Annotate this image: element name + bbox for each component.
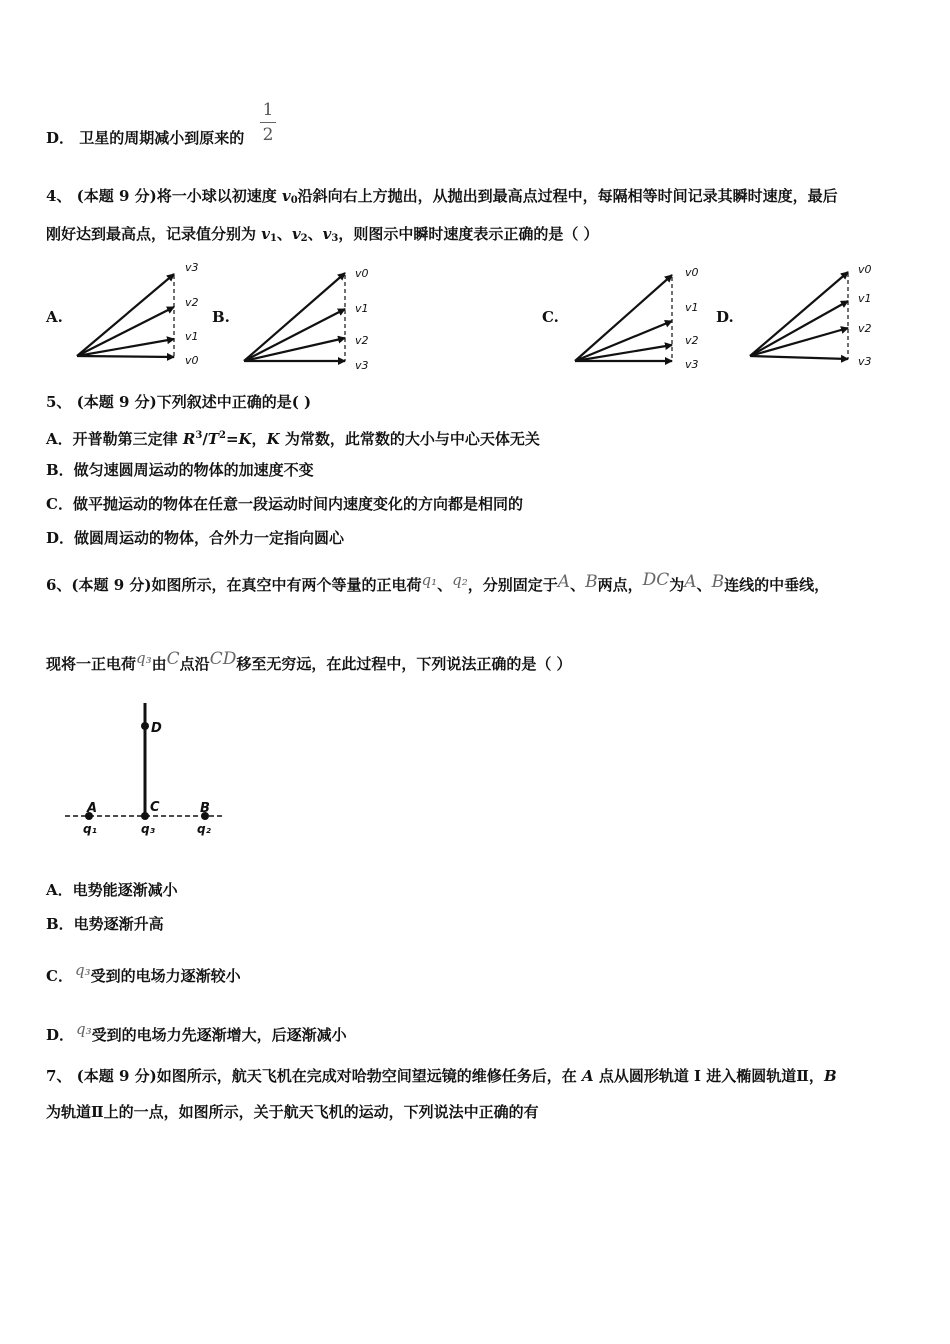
symbol-q3: q₃ (74, 961, 91, 979)
vector-v1 (750, 301, 848, 356)
symbol-q1: q₁ (421, 571, 438, 589)
q5-option-a (46, 426, 540, 449)
symbol-b: B (585, 572, 598, 592)
symbol-a: A (557, 572, 571, 592)
subscript: 3 (331, 233, 339, 244)
option-text: 受到的电场力先逐渐增大，后逐渐减小 (91, 1026, 347, 1044)
point-c (141, 812, 149, 820)
label-v2: v2 (185, 296, 199, 309)
label-b: B (200, 801, 210, 816)
q4-option-d-label: D. (716, 308, 734, 326)
q6-text: 现将一正电荷 (46, 655, 137, 673)
q7-stem-line1 (46, 1066, 837, 1086)
label-d: D (151, 721, 162, 736)
slash: / (202, 430, 208, 448)
v0-symbol: v (281, 187, 291, 205)
comma: ， (251, 430, 267, 448)
q4-text: 刚好达到最高点，记录值分别为 (46, 225, 262, 243)
q6-text: 为 (669, 576, 685, 594)
q6-text: ，分别固定于 (467, 576, 558, 594)
q7-text: 7、 (本题 9 分)如图所示，航天飞机在完成对哈勃空间望远镜的维修任务后，在 (46, 1067, 582, 1085)
label-v1: v1 (355, 302, 369, 315)
symbol-a: A (684, 572, 697, 592)
option-label: D． (46, 1026, 75, 1044)
fraction-one-half (260, 100, 276, 145)
separator: 、 (437, 576, 453, 594)
separator: 、 (307, 225, 323, 243)
label-v2: v2 (858, 322, 872, 335)
q6-text: 6、(本题 9 分)如图所示，在真空中有两个等量的正电荷 (46, 576, 422, 594)
label-v0: v0 (858, 263, 872, 276)
subscript: 1 (269, 233, 277, 244)
label-q2: q₂ (197, 822, 211, 836)
q4-text: 沿斜向右上方抛出，从抛出到最高点过程中，每隔相等时间记录其瞬时速度，最后 (297, 187, 838, 205)
q4-text: ，则图示中瞬时速度表示正确的是（ ） (338, 225, 599, 243)
symbol-c: C (166, 649, 180, 669)
label-v0: v0 (685, 266, 699, 279)
diagram-b (244, 273, 345, 361)
vector-v2 (244, 338, 345, 361)
q6-text: 两点， (597, 576, 643, 594)
v0-subscript: 0 (290, 195, 298, 206)
symbol-b: B (711, 572, 725, 592)
label-v2: v2 (355, 334, 369, 347)
q6-option-c (46, 960, 241, 986)
q7-stem-line2: 为轨道Ⅱ上的一点，如图所示，关于航天飞机的运动，下列说法中正确的有 (46, 1103, 539, 1121)
symbol-a: A (581, 1067, 594, 1085)
symbol-dc: DC (642, 570, 670, 590)
symbol-q2: q₂ (452, 571, 468, 589)
fraction-numerator: 1 (262, 100, 274, 120)
option-text: 为常数，此常数的大小与中心天体无关 (279, 430, 540, 448)
vector-v1 (575, 321, 672, 361)
symbol-k: K (266, 430, 280, 448)
diagram-a (77, 274, 174, 357)
q6-text: 移至无穷远，在此过程中，下列说法正确的是（ ） (236, 655, 572, 673)
separator: 、 (570, 576, 586, 594)
q5-option-b: B．做匀速圆周运动的物体的加速度不变 (46, 461, 314, 479)
q6-text: 由 (151, 655, 167, 673)
label-v2: v2 (685, 334, 699, 347)
q3-option-d (46, 128, 244, 148)
point-d (141, 722, 149, 730)
superscript: 3 (195, 430, 203, 441)
q6-text: 点沿 (179, 655, 210, 673)
label-v1: v1 (185, 330, 199, 343)
symbol-t: T (207, 430, 219, 448)
label-v1: v1 (858, 292, 872, 305)
label-v3: v3 (858, 355, 872, 368)
vector-v3 (750, 356, 848, 359)
v-symbol: v (322, 225, 332, 243)
option-label: D． (46, 129, 75, 147)
label-c: C (150, 800, 160, 815)
option-text: 卫星的周期减小到原来的 (79, 129, 245, 147)
q6-stem-line1 (46, 570, 829, 595)
option-text: 受到的电场力逐渐较小 (90, 967, 241, 985)
label-q1: q₁ (83, 822, 97, 836)
label-v1: v1 (685, 301, 699, 314)
label-v3: v3 (685, 358, 699, 371)
symbol-b: B (823, 1067, 837, 1085)
q6-option-a: A．电势能逐渐减小 (46, 881, 178, 899)
q6-option-d (46, 1019, 347, 1045)
v-symbol: v (291, 225, 301, 243)
q6-option-b: B．电势逐渐升高 (46, 915, 164, 933)
q6-charge-diagram (45, 695, 245, 845)
option-label: A． (46, 430, 73, 448)
q5-option-c: C．做平抛运动的物体在任意一段运动时间内速度变化的方向都是相同的 (46, 495, 523, 513)
label-v3: v3 (355, 359, 369, 372)
q6-text: 连线的中垂线， (724, 576, 830, 594)
q4-option-a-label: A. (46, 308, 63, 326)
option-label: C． (46, 967, 73, 985)
q4-stem-line2 (46, 224, 599, 249)
q4-option-b-label: B. (212, 308, 230, 326)
diagram-c (575, 275, 672, 361)
v-symbol: v (261, 225, 270, 243)
separator: 、 (696, 576, 712, 594)
label-v0: v0 (355, 267, 369, 280)
q4-stem-line1 (46, 186, 838, 211)
diagram-d (750, 272, 848, 359)
q5-stem: 5、 (本题 9 分)下列叙述中正确的是( ) (46, 393, 312, 411)
equals-k: =K (225, 430, 252, 448)
symbol-cd: CD (209, 649, 237, 669)
q6-stem-line2 (46, 648, 572, 674)
symbol-r: R (182, 430, 196, 448)
label-q3: q₃ (141, 822, 155, 836)
option-text: 开普勒第三定律 (72, 430, 183, 448)
vector-v0 (750, 272, 848, 356)
q4-diagrams (0, 255, 950, 395)
symbol-q3: q₃ (136, 649, 152, 667)
label-a: A (87, 801, 98, 816)
symbol-q3: q₃ (76, 1020, 92, 1038)
label-v3: v3 (185, 261, 199, 274)
label-v0: v0 (185, 354, 199, 367)
separator: 、 (276, 225, 292, 243)
superscript: 2 (218, 430, 226, 441)
q4-text: 4、 (本题 9 分)将一小球以初速度 (46, 187, 282, 205)
q4-option-c-label: C. (542, 308, 559, 326)
q5-option-d: D．做圆周运动的物体，合外力一定指向圆心 (46, 529, 345, 547)
fraction-denominator: 2 (262, 125, 274, 145)
vector-v0 (77, 356, 174, 357)
q7-text: 点从圆形轨道 I 进入椭圆轨道Ⅱ， (593, 1067, 824, 1085)
subscript: 2 (300, 233, 308, 244)
